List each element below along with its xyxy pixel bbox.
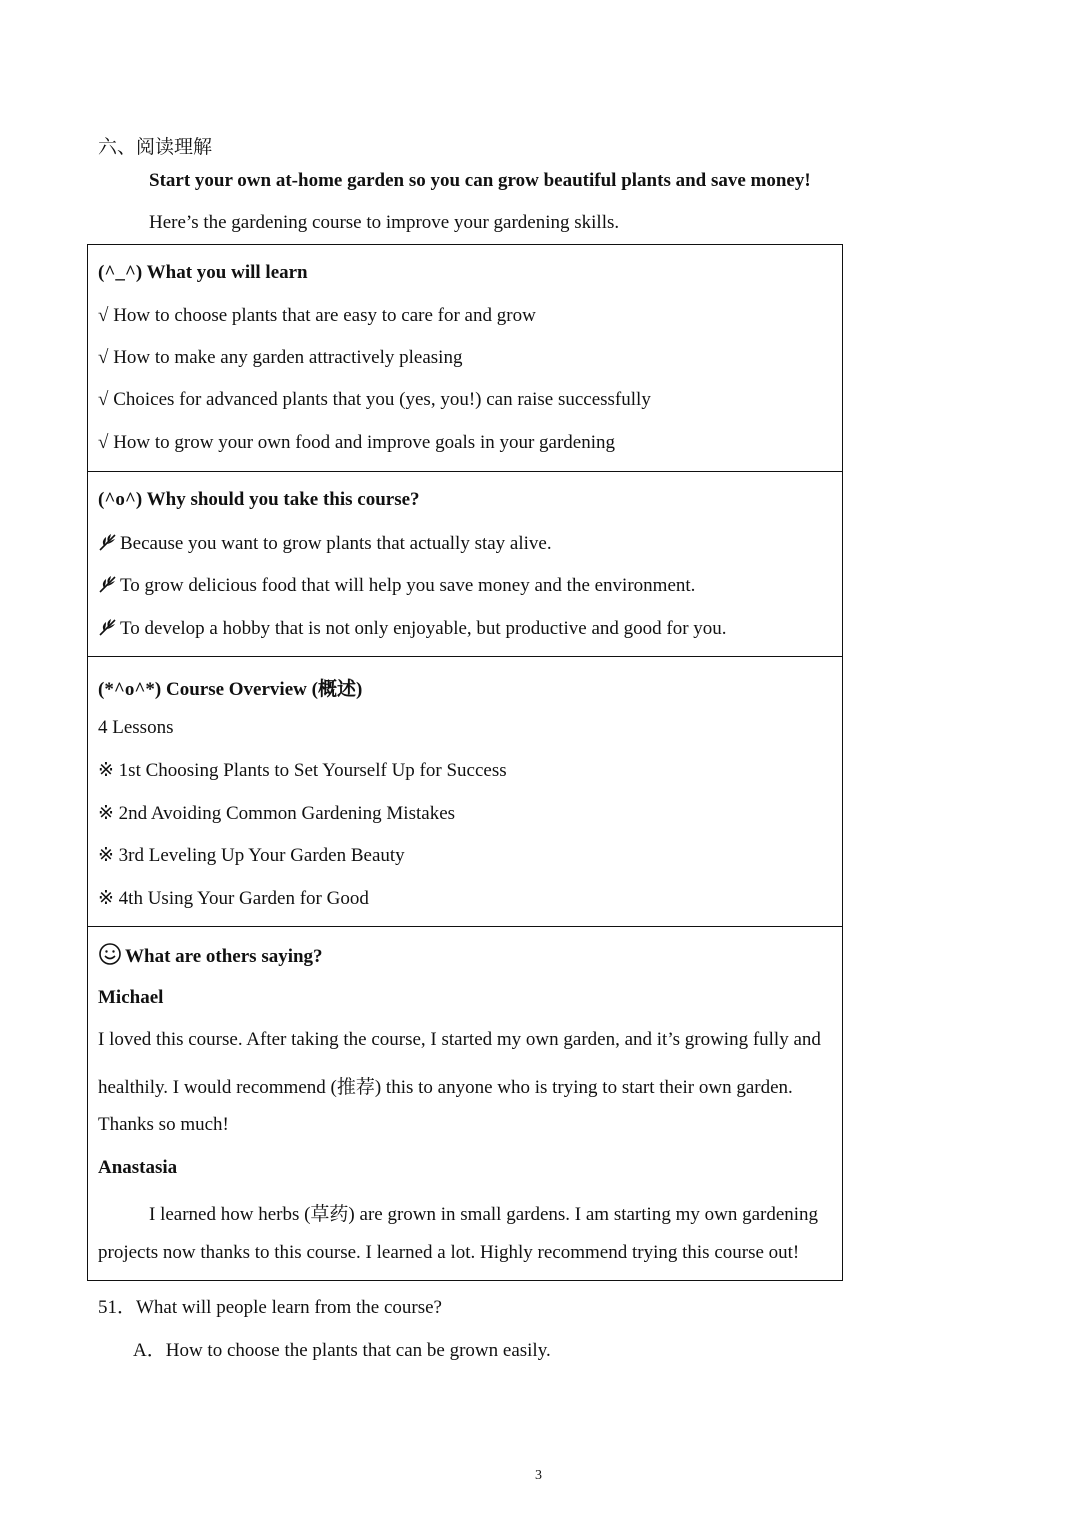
reference-mark-icon: ※ [98,888,114,909]
overview-heading: (*^o^*) Course Overview (概述) [98,679,363,700]
passage-intro: Here’s the gardening course to improve your gardening skills. [149,212,620,233]
row-divider [88,471,842,472]
leaf-pen-icon [98,532,118,552]
reviewer-name: Anastasia [98,1157,178,1178]
course-info-table [87,244,843,1281]
section-heading: 六、阅读理解 [98,137,213,158]
check-icon: √ [98,347,109,368]
smiley-icon [98,942,122,966]
learn-item: √ Choices for advanced plants that you (yes, you!) can raise successfully [98,389,651,410]
lesson-item: ※ 2nd Avoiding Common Gardening Mistakes [98,803,456,824]
learn-item: √ How to choose plants that are easy to care for and grow [98,305,536,326]
review-line: I loved this course. After taking the course, I started my own garden, and it’s growing fully and [98,1029,821,1050]
row-divider [88,656,842,657]
check-icon: √ [98,432,109,453]
lesson-count: 4 Lessons [98,717,174,738]
reference-mark-icon: ※ [98,845,114,866]
why-item: To develop a hobby that is not only enjoyable, but productive and good for you. [98,617,727,640]
learn-item: √ How to grow your own food and improve goals in your gardening [98,432,616,453]
review-line: healthily. I would recommend (推荐) this to anyone who is trying to start their own garden. [98,1077,793,1098]
review-line: I learned how herbs (草药) are grown in small gardens. I am starting my own gardening [149,1204,819,1225]
leaf-pen-icon [98,617,118,637]
why-item: To grow delicious food that will help you save money and the environment. [98,574,695,597]
passage-title: Start your own at-home garden so you can grow beautiful plants and save money! [149,170,811,191]
why-heading: (^o^) Why should you take this course? [98,489,420,510]
reviews-heading: What are others saying? [98,942,323,968]
learn-heading: (^_^) What you will learn [98,262,308,283]
review-line: Thanks so much! [98,1114,229,1135]
lesson-item: ※ 4th Using Your Garden for Good [98,888,369,909]
review-line: projects now thanks to this course. I learned a lot. Highly recommend trying this course out! [98,1242,800,1263]
page-number: 3 [535,1468,542,1483]
why-item: Because you want to grow plants that actually stay alive. [98,532,552,555]
reference-mark-icon: ※ [98,803,114,824]
check-icon: √ [98,389,109,410]
reviewer-name: Michael [98,987,164,1008]
lesson-item: ※ 1st Choosing Plants to Set Yourself Up for Success [98,760,507,781]
question-51: 51．What will people learn from the course? [98,1297,442,1318]
row-divider [88,926,842,927]
check-icon: √ [98,305,109,326]
option-a: A．How to choose the plants that can be grown easily. [133,1340,551,1361]
lesson-item: ※ 3rd Leveling Up Your Garden Beauty [98,845,405,866]
reference-mark-icon: ※ [98,760,114,781]
leaf-pen-icon [98,574,118,594]
learn-item: √ How to make any garden attractively pleasing [98,347,463,368]
